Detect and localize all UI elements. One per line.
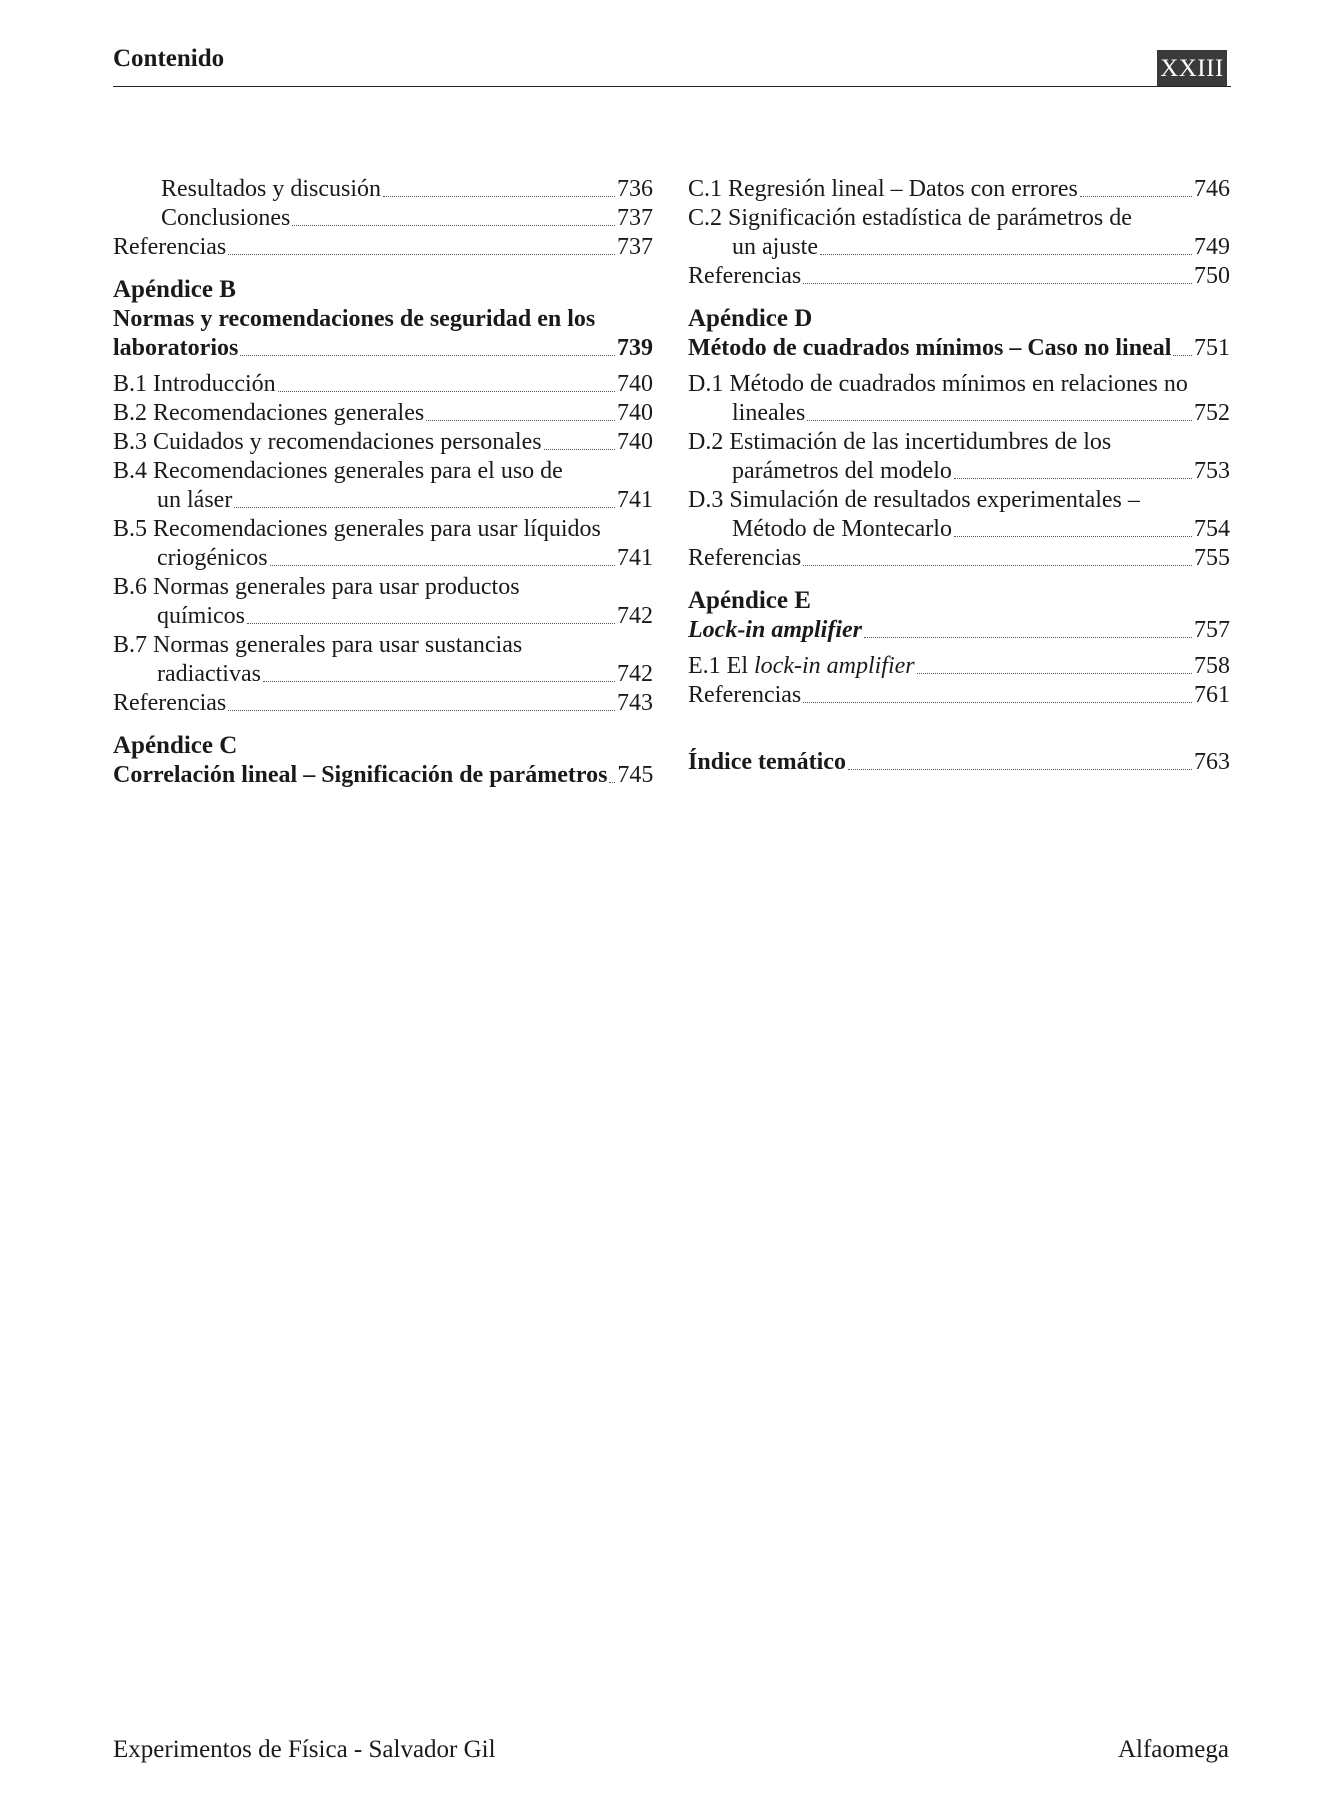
toc-entry-text: Índice temático (688, 749, 846, 775)
toc-entry-c1[interactable] (688, 175, 1230, 204)
toc-entry-text: Correlación lineal – Significación de parámetros (113, 762, 608, 788)
toc-entry-b2[interactable] (113, 399, 653, 428)
toc-page-number: 741 (617, 487, 653, 513)
toc-right-column (688, 175, 1230, 777)
page-number-badge: XXIII (1157, 50, 1227, 87)
toc-page-number: 755 (1194, 545, 1230, 571)
toc-page-number: 736 (617, 176, 653, 202)
toc-entry-text: B.5 Recomendaciones generales para usar líquidos (113, 516, 601, 542)
toc-entry-references[interactable] (113, 233, 653, 262)
dot-leader (234, 507, 615, 508)
dot-leader (228, 710, 615, 711)
toc-entry-e1[interactable] (688, 652, 1230, 681)
toc-entry-b7[interactable] (113, 631, 653, 689)
appendix-d-label: Apéndice D (688, 305, 813, 332)
toc-page-number: 737 (617, 205, 653, 231)
toc-entry-text: Método de cuadrados mínimos – Caso no lineal (688, 335, 1172, 361)
appendix-b-title-line1: Normas y recomendaciones de seguridad en los (113, 306, 596, 332)
toc-entry-d3[interactable] (688, 486, 1230, 544)
toc-left-column (113, 175, 653, 790)
dot-leader (247, 623, 615, 624)
toc-entry-text: Conclusiones (161, 205, 291, 231)
toc-entry-text: Referencias (113, 234, 227, 260)
toc-entry-text (688, 652, 915, 681)
toc-entry-appendix-d[interactable] (688, 334, 1230, 363)
toc-entry-references[interactable] (113, 689, 653, 718)
dot-leader (240, 355, 615, 356)
dot-leader (228, 254, 615, 255)
toc-entry-text: D.2 Estimación de las incertidumbres de los (688, 429, 1112, 455)
toc-page-number: 745 (617, 762, 654, 788)
appendix-c-label: Apéndice C (113, 732, 238, 759)
toc-entry-text-cont: químicos (157, 603, 245, 629)
appendix-e-label: Apéndice E (688, 587, 811, 614)
toc-entry-text-cont: un láser (157, 487, 233, 513)
toc-entry-prefix: E.1 El (688, 653, 754, 679)
toc-page-number: 757 (1194, 617, 1230, 643)
header-rule (113, 86, 1231, 87)
dot-leader (917, 673, 1192, 674)
spacer (688, 710, 1230, 748)
toc-page-number: 761 (1194, 682, 1230, 708)
toc-entry-text: D.1 Método de cuadrados mínimos en relaciones no (688, 371, 1188, 397)
toc-entry-references[interactable] (688, 262, 1230, 291)
toc-entry-text-cont: un ajuste (732, 234, 818, 260)
toc-entry-text: laboratorios (113, 335, 239, 361)
toc-entry-text: C.1 Regresión lineal – Datos con errores (688, 176, 1078, 202)
toc-entry-text: B.7 Normas generales para usar sustancias (113, 632, 523, 658)
toc-entry-conclusions[interactable] (113, 204, 653, 233)
toc-page-number: 740 (617, 400, 653, 426)
toc-entry-text: Referencias (113, 690, 227, 716)
dot-leader (807, 420, 1192, 421)
toc-entry-text: B.6 Normas generales para usar productos (113, 574, 520, 600)
dot-leader (270, 565, 615, 566)
dot-leader (1173, 355, 1192, 356)
toc-entry-b5[interactable] (113, 515, 653, 573)
dot-leader (820, 254, 1192, 255)
toc-page-number: 746 (1194, 176, 1230, 202)
toc-entry-appendix-e[interactable] (688, 616, 1230, 645)
toc-entry-text: B.4 Recomendaciones generales para el uso de (113, 458, 563, 484)
toc-page-number: 751 (1194, 335, 1230, 361)
footer-book-title: Experimentos de Física - Salvador Gil (113, 1736, 496, 1763)
dot-leader (954, 536, 1192, 537)
toc-entry-text-cont: Método de Montecarlo (732, 516, 952, 542)
toc-page-number: 754 (1194, 516, 1230, 542)
toc-entry-text: D.3 Simulación de resultados experimentales – (688, 487, 1140, 513)
dot-leader (278, 391, 615, 392)
toc-entry-text: B.2 Recomendaciones generales (113, 400, 425, 426)
dot-leader (383, 196, 615, 197)
dot-leader (848, 769, 1192, 770)
dot-leader (864, 637, 1192, 638)
toc-entry-index[interactable] (688, 748, 1230, 777)
toc-page-number: 739 (617, 335, 653, 361)
toc-entry-text-cont: criogénicos (157, 545, 268, 571)
toc-page-number: 758 (1194, 653, 1230, 679)
toc-entry-text: Referencias (688, 263, 802, 289)
appendix-b-label: Apéndice B (113, 276, 236, 303)
toc-page-number: 743 (617, 690, 653, 716)
toc-entry-text: Referencias (688, 682, 802, 708)
toc-entry-text: B.1 Introducción (113, 371, 276, 397)
toc-entry-b4[interactable] (113, 457, 653, 515)
toc-entry-references[interactable] (688, 544, 1230, 573)
toc-page-number: 737 (617, 234, 653, 260)
toc-entry-references[interactable] (688, 681, 1230, 710)
toc-entry-text: Resultados y discusión (161, 176, 381, 202)
toc-entry-text-cont: parámetros del modelo (732, 458, 952, 484)
footer-publisher: Alfaomega (1117, 1736, 1229, 1763)
toc-entry-text: B.3 Cuidados y recomendaciones personales (113, 429, 542, 455)
toc-entry-b6[interactable] (113, 573, 653, 631)
toc-page-number: 742 (617, 603, 653, 629)
dot-leader (263, 681, 615, 682)
toc-entry-b3[interactable] (113, 428, 653, 457)
toc-page-number: 750 (1194, 263, 1230, 289)
running-header-title: Contenido (113, 45, 225, 72)
toc-entry-d2[interactable] (688, 428, 1230, 486)
toc-entry-text: Referencias (688, 545, 802, 571)
dot-leader (426, 420, 615, 421)
toc-page-number: 741 (617, 545, 653, 571)
dot-leader (609, 782, 615, 783)
toc-page-number: 753 (1194, 458, 1230, 484)
toc-entry-italic: lock-in amplifier (754, 653, 915, 679)
dot-leader (803, 283, 1192, 284)
toc-entry-text: C.2 Significación estadística de parámetros de (688, 205, 1132, 231)
toc-page-number: 740 (617, 371, 653, 397)
dot-leader (803, 702, 1192, 703)
toc-entry-results[interactable] (113, 175, 653, 204)
toc-entry-text-cont: radiactivas (157, 661, 261, 687)
toc-entry-text-cont: lineales (732, 400, 806, 426)
toc-entry-appendix-c[interactable] (113, 761, 653, 790)
dot-leader (544, 449, 615, 450)
toc-entry-b1[interactable] (113, 370, 653, 399)
toc-entry-text: Lock-in amplifier (688, 617, 862, 643)
toc-entry-appendix-b[interactable] (113, 334, 653, 363)
dot-leader (1080, 196, 1192, 197)
toc-page-number: 752 (1194, 400, 1230, 426)
toc-page-number: 749 (1194, 234, 1230, 260)
toc-entry-d1[interactable] (688, 370, 1230, 428)
dot-leader (954, 478, 1192, 479)
dot-leader (292, 225, 615, 226)
toc-page-number: 763 (1194, 749, 1230, 775)
toc-page-number: 740 (617, 429, 653, 455)
toc-entry-c2[interactable] (688, 204, 1230, 262)
toc-page-number: 742 (617, 661, 653, 687)
dot-leader (803, 565, 1192, 566)
